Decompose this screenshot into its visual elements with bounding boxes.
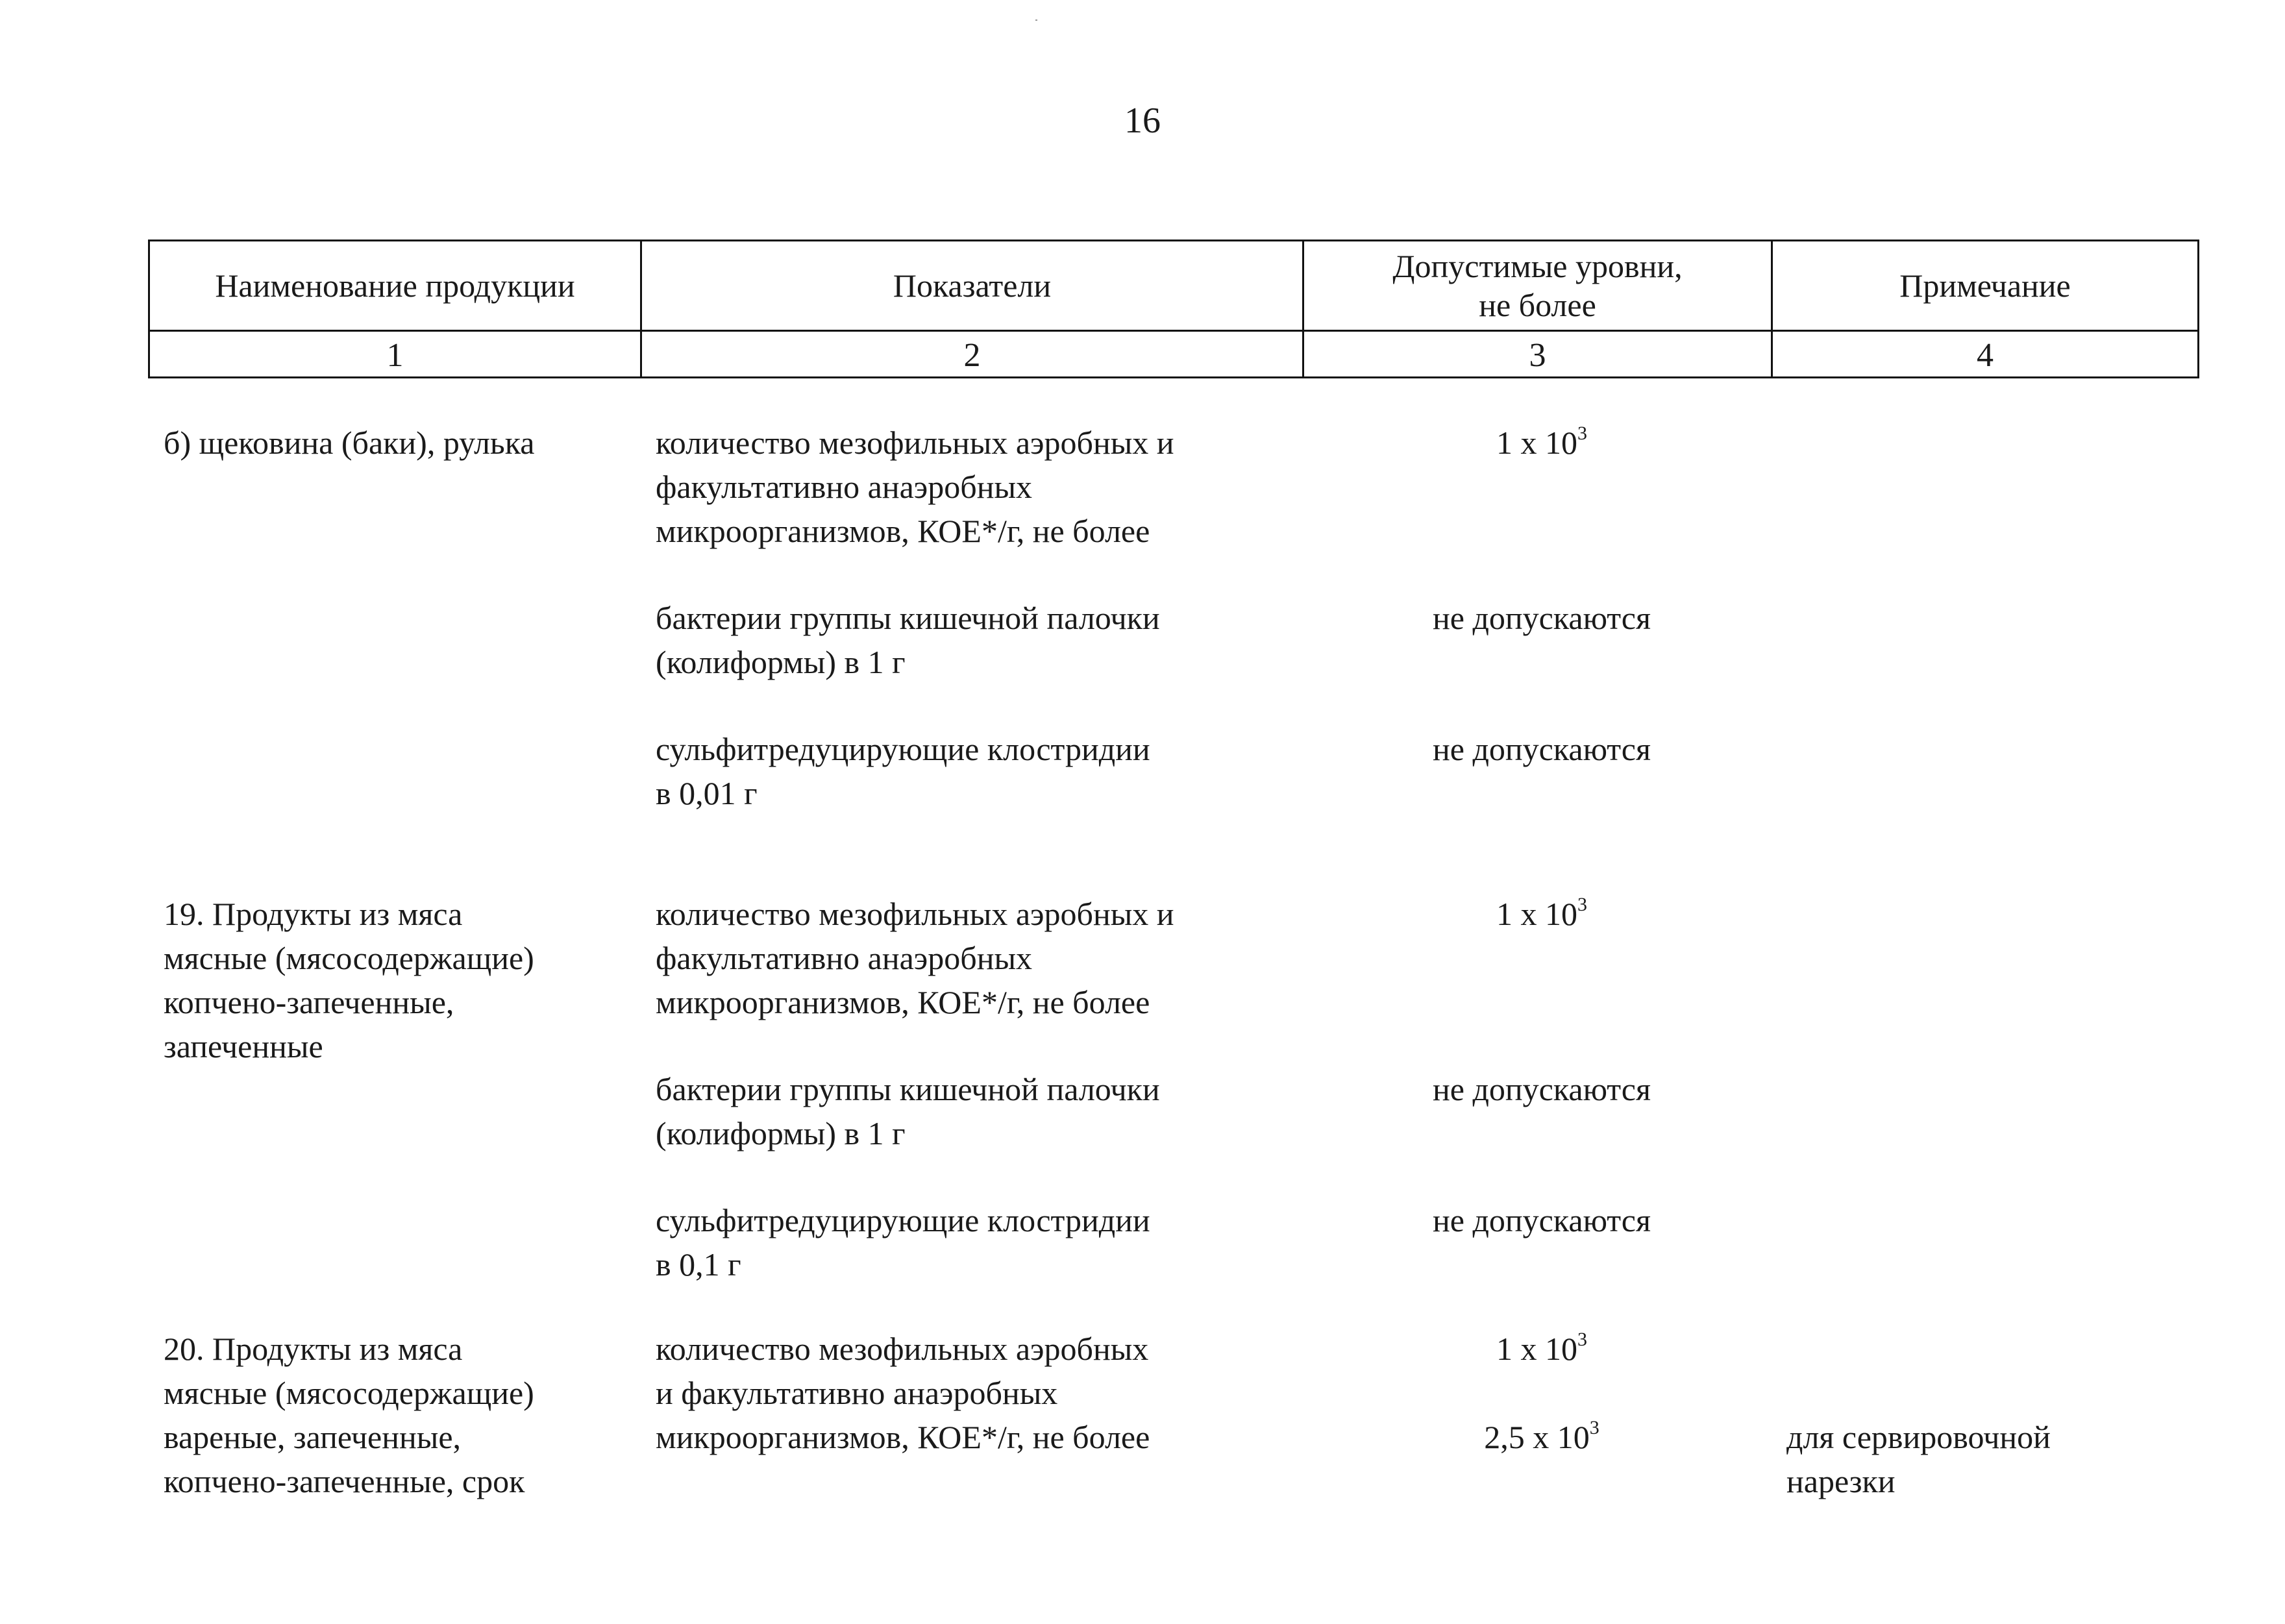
indicator-name: количество мезофильных аэробных и факультативно анаэробных микроорганизмов, КОЕ*/г, не более <box>656 1331 1150 1455</box>
indicator-name: количество мезофильных аэробных и факультативно анаэробных микроорганизмов, КОЕ*/г, не более <box>656 424 1174 549</box>
scan-mark <box>1035 19 1037 21</box>
allowed-level: не допускаются <box>1433 600 1651 636</box>
product-name: 19. Продукты из мяса мясные (мясосодержащие) копчено-запеченные, запеченные <box>164 896 534 1064</box>
column-number: 2 <box>963 336 981 374</box>
indicator-name: сульфитредуцирующие клостридии в 0,1 г <box>656 1202 1150 1283</box>
allowed-level: не допускаются <box>1433 1202 1651 1238</box>
indicator-name: количество мезофильных аэробных и факультативно анаэробных микроорганизмов, КОЕ*/г, не более <box>656 896 1174 1020</box>
header-allowed-levels: Допустимые уровни, не более <box>1392 248 1683 323</box>
product-name: 20. Продукты из мяса мясные (мясосодержащие) вареные, запеченные, копчено-запеченные, срок <box>164 1331 534 1499</box>
column-number: 4 <box>1977 336 1994 374</box>
indicator-name: бактерии группы кишечной палочки (колиформы) в 1 г <box>656 1071 1160 1151</box>
column-number: 3 <box>1529 336 1546 374</box>
indicator-name: бактерии группы кишечной палочки (колиформы) в 1 г <box>656 600 1160 680</box>
allowed-level: 1 х $10^3$ <box>1496 1329 1587 1367</box>
page-number: 16 <box>1124 101 1161 141</box>
allowed-level: не допускаются <box>1433 1071 1651 1107</box>
header-indicators: Показатели <box>893 267 1052 304</box>
product-name: б) щековина (баки), рулька <box>164 424 535 461</box>
allowed-level: не допускаются <box>1433 731 1651 767</box>
header-note: Примечание <box>1899 267 2071 304</box>
allowed-level: 1 х $10^3$ <box>1496 894 1587 932</box>
note-text: для сервировочной нарезки <box>1786 1419 2051 1499</box>
header-product-name: Наименование продукции <box>215 267 575 304</box>
column-number: 1 <box>386 336 404 374</box>
table-header <box>148 240 2199 378</box>
indicator-name: сульфитредуцирующие клостридии в 0,01 г <box>656 731 1150 811</box>
allowed-level-serving-slices: 2,5 х $10^3$ <box>1484 1417 1600 1455</box>
allowed-level: 1 х $10^3$ <box>1496 423 1587 461</box>
